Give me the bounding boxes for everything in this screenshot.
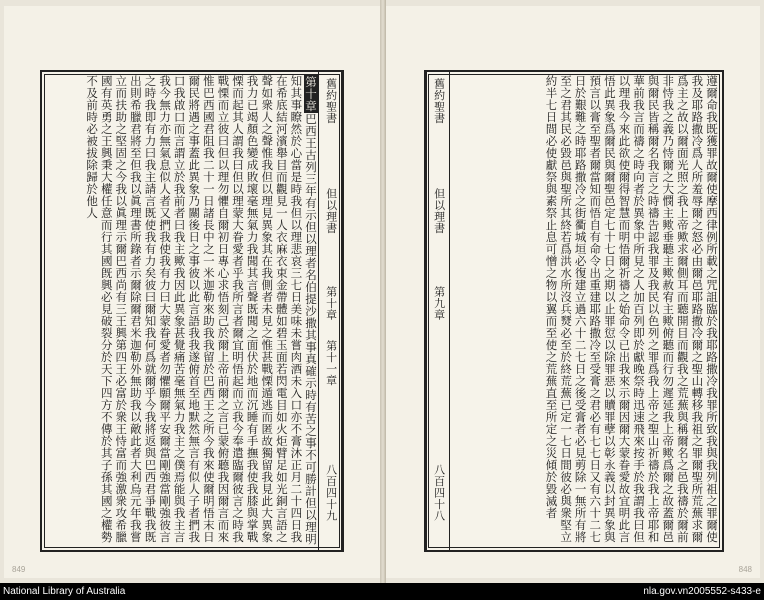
left-chapter-next: 第十一章 [324,340,338,386]
left-page [4,6,380,578]
right-pencil-number: 848 [738,565,752,574]
left-book-name: 但以理書 [324,188,338,234]
right-chapter: 第九章 [432,286,446,321]
left-chapter: 第十章 [324,286,338,321]
left-running-header [318,72,342,550]
right-page-number: 八百四十八 [432,464,446,522]
right-page [386,6,760,578]
right-body-text: 遵爾命我既獲罪故爾使摩西律例所載之咒詛臨於我耶路撒冷我罪所致我與我列祖之罪爾使我及耶路撒冷爲人所羞辱爾之怒必由爾邑耶路撒冷爾之聖山轉移我祖之罪爾聖所荒蕪求爾爲主之故以爾面光照之我上帝歟求爾側耳而聽開目而觀我之荒蕪與稱爾名之邑我禱於爾前非恃我之義乃恃爾之大憫主歟垂聽主歟赦宥主歟俯聽而行勿遲延我上帝歟爲爾之故蓋爾邑與爾民皆稱爾名我言之時禱告認我罪及我民以色列之罪爲我上帝之聖山祈禱於我上帝耶和華前我言而禱之時向者於異象中所見之人加百列即於獻晚祭時迅速飛來按手於我謂我曰但以理我今來此欲使爾得智慧而明悟爾祈禱之始命令已出我來示爾因爾大蒙眷愛故宜明此言悟此異象爲爾民與爾聖邑定七十七日之期以止罪愆以除罪惡以贖罪孽以彰永義以封異象與預言以膏至聖者爾當知而悟自有命令出重建耶路撒冷至受膏之君必有七七日又有六十二七日於艱難之時耶路撒冷之街衢城垣必復建立過六十二七日之後受膏者必見剪除一無所有將至之君其民必毀邑與聖所其終若爲洪水所沒兵燹必至於終荒蕪已定一七日間彼必與衆堅立約半七日間必使獻祭與素祭止息可憎之物以翼而至使之荒蕪直至所定之災傾於毀滅者 [544,75,719,543]
left-pencil-number: 849 [12,565,26,574]
footer-bar [0,583,764,600]
right-book-title: 舊約聖書 [432,78,446,124]
right-body-area [452,75,719,547]
left-text-frame [40,70,344,552]
footer-record-id: nla.gov.vn2005552-s433-e [643,586,761,597]
left-body-area [45,75,318,547]
left-book-title: 舊約聖書 [324,78,338,124]
left-body: 巴西王古列三年有示但以理者名伯提沙撒其事真確示時有苦之事不可勝計但以理明知其事瞭然於心當是時我但以理悲哀三七日美味未嘗肉酒未入口亦不膏沐正月二十四日我在希底結河濱舉目而觀見一人衣麻衣束金帶體如碧玉面若閃電目如火炬臂足如光銅言語之聲如衆人之聲惟我但以理見異象其在我側者未見之惟甚戰慄遁逃而匿故獨留我見此大異象我力已竭顏色變成敗壞毫無氣力我聞其言聲既聞之面伏於地而沉睡有手撫我使我膝與掌戰慄而起其人謂我曰但以理蒙大眷愛者乎我所言者爾宜明悟起而立我今奉遣臨爾彼言之時我戰慄而立彼曰但以理勿懼自爾初日專心求悟刻己於爾上帝前爾之言已蒙俯聽我因爾言而來惟巴西國君阻我二十一日諸長中之一米迦勒來助我我留於巴西王之所今我來使爾明悟末日爾民將遇之事蓋此異象乃關後日之事彼以此言語我我遂俯首至地默然無言有似人子者捫我口我啟口而言謂立於我前者曰我主歟我因此異象甚覺痛苦毫無氣力我主之僕焉能與我主言我今無力亦無氣息似人者又捫我使我有力曰大蒙眷愛者勿懼願爾平安爾當剛強當剛強彼言之時我即有力曰我主請言既使我有力矣彼曰爾知我何爲就爾乎今我將返與巴西君爭戰我既出則希臘君將至但我以眞理書所錄者示爾除爾君米迦勒外無助我以敵此者大利烏元年我嘗立而扶助之堅固之今我以眞理示爾巴西尚有三王興第四王必富於衆王恃富而強激衆攻希臘國有英勇之王興秉大權任意而行其國旣興必見破裂分於天下四方不傳於其子孫其國之權勢不及前時必被拔除歸於他人 [85,75,318,545]
right-running-header [426,72,450,550]
left-page-number: 八百四十九 [324,464,338,522]
right-book-name: 但以理書 [432,188,446,234]
footer-library-name: National Library of Australia [3,586,126,597]
left-body-text [85,75,319,547]
chapter-10-marker: 第十章 [304,76,318,112]
right-text-frame [424,70,724,552]
